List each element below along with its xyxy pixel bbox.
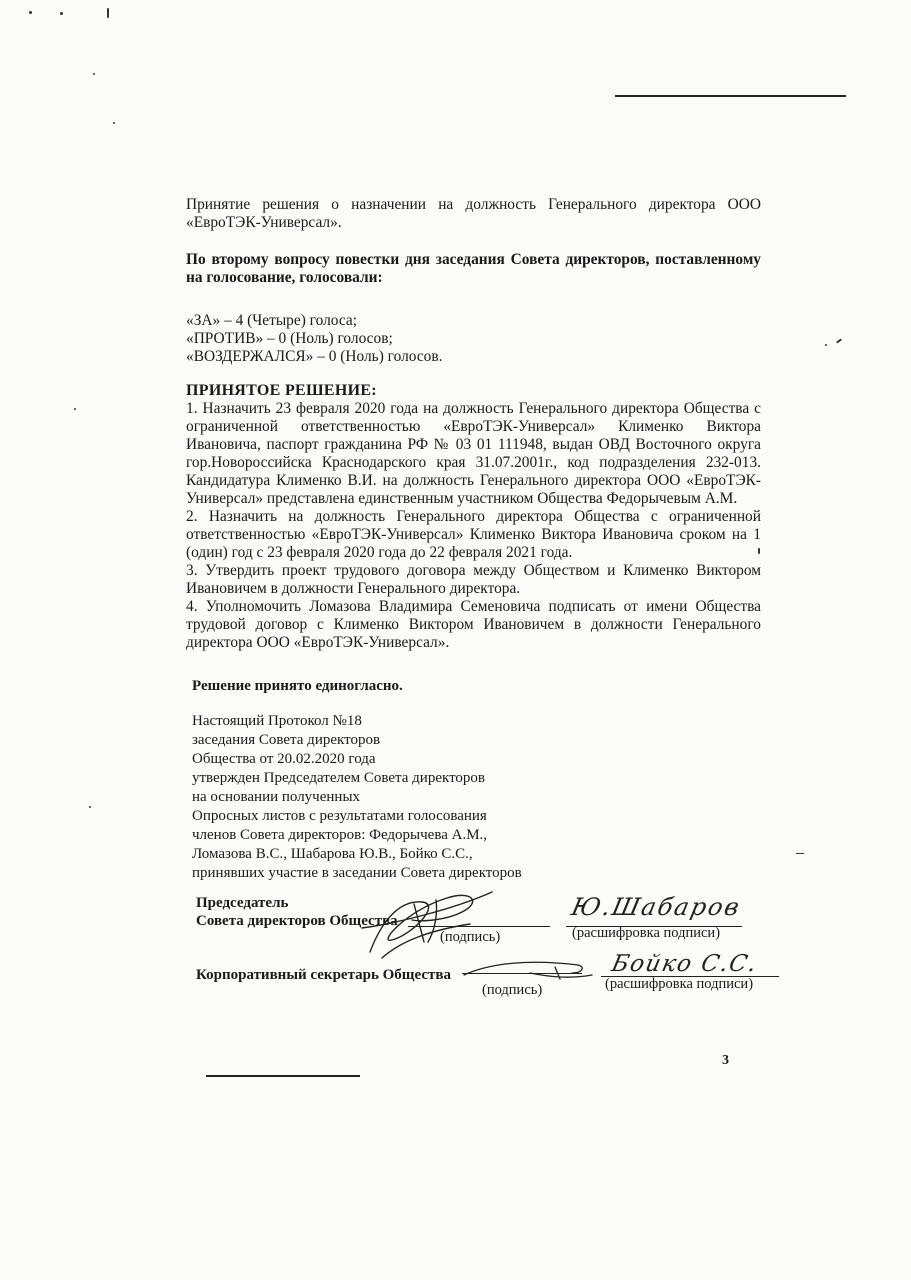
second-question-heading xyxy=(186,251,761,287)
scan-speck xyxy=(113,122,115,124)
approval-line-5: на основании полученных xyxy=(192,789,361,805)
decision-item-1: 1. Назначить 23 февраля 2020 года на должность Генерального директора Общества с ограниченной ответственностью «ЕвроТЭК-Универсал» Клименко Виктора Ивановича, паспорт гражданина РФ № 03 01 111948, выдан ОВД Восточного округа гор.Новороссийска Краснодарского края 31.07.2001г., код подразделения 232-013. Кандидатура Клименко В.И. на должность Генерального директора ООО «ЕвроТЭК-Универсал» представлена единственным участником Общества Федорычевым А.М. xyxy=(186,400,761,507)
chairman-label-line2: Совета директоров Общества xyxy=(196,913,398,929)
decision-item-4: 4. Уполномочить Ломазова Владимира Семеновича подписать от имени Общества трудовой договор с Клименко Виктором Ивановичем в должности Генерального директора ООО «ЕвроТЭК-Универсал». xyxy=(186,598,761,651)
scan-speck xyxy=(93,73,95,75)
approval-line-9: принявших участие в заседании Совета директоров xyxy=(192,865,522,881)
scan-speck xyxy=(89,806,91,808)
approval-line-6: Опросных листов с результатами голосования xyxy=(192,808,487,824)
decision-heading: ПРИНЯТОЕ РЕШЕНИЕ: xyxy=(186,382,377,399)
chairman-signature-scribble xyxy=(352,880,502,965)
vote-for: «ЗА» – 4 (Четыре) голоса; xyxy=(186,312,357,329)
second-question-text: По второму вопросу повестки дня заседания Совета директоров, поставленному на голосование, голосовали: xyxy=(186,251,761,286)
approval-line-7: членов Совета директоров: Федорычева А.М., xyxy=(192,827,488,843)
secretary-label: Корпоративный секретарь Общества xyxy=(196,967,451,983)
top-rule xyxy=(615,95,846,97)
chairman-label-line1: Председатель xyxy=(196,895,289,911)
vote-against: «ПРОТИВ» – 0 (Ноль) голосов; xyxy=(186,330,393,347)
intro-paragraph xyxy=(186,196,761,232)
approval-line-3: Общества от 20.02.2020 года xyxy=(192,751,376,767)
decision-block xyxy=(186,382,761,652)
chairman-handwritten-name: Ю.Шабаров xyxy=(569,893,744,921)
approval-block xyxy=(192,712,522,883)
decision-item-3: 3. Утвердить проект трудового договора между Обществом и Клименко Виктором Ивановичем в должности Генерального директора. xyxy=(186,562,761,597)
scan-speck xyxy=(796,853,804,854)
approval-line-8: Ломазова В.С., Шабарова Ю.В., Бойко С.С., xyxy=(192,846,473,862)
chairman-sign-caption: (подпись) xyxy=(440,929,501,945)
secretary-decode-caption: (расшифровка подписи) xyxy=(605,976,754,992)
scan-speck xyxy=(836,338,842,343)
scan-speck xyxy=(107,8,109,18)
scan-speck xyxy=(29,11,32,14)
vote-abstain: «ВОЗДЕРЖАЛСЯ» – 0 (Ноль) голосов. xyxy=(186,348,443,365)
intro-text: Принятие решения о назначении на должность Генерального директора ООО «ЕвроТЭК-Универсал». xyxy=(186,196,761,231)
chairman-decode-caption: (расшифровка подписи) xyxy=(572,925,721,941)
unanimous-text: Решение принято единогласно. xyxy=(192,678,403,694)
scan-speck xyxy=(74,408,76,410)
decision-item-2: 2. Назначить на должность Генерального директора Общества с ограниченной ответственностью «ЕвроТЭК-Универсал» Клименко Виктора Ивановича сроком на 1 (один) год с 23 февраля 2020 года до 22 февраля 2021 года. xyxy=(186,508,761,561)
page-number: 3 xyxy=(722,1053,729,1068)
scan-speck xyxy=(825,344,827,346)
votes-block xyxy=(186,312,761,366)
approval-line-2: заседания Совета директоров xyxy=(192,732,381,748)
scan-speck xyxy=(60,12,63,15)
approval-line-1: Настоящий Протокол №18 xyxy=(192,713,362,729)
secretary-handwritten-name: Бойко С.С. xyxy=(609,951,761,977)
secretary-sign-caption: (подпись) xyxy=(482,982,543,998)
approval-line-4: утвержден Председателем Совета директоров xyxy=(192,770,486,786)
secretary-signature-scribble xyxy=(460,955,600,985)
bottom-rule xyxy=(206,1075,360,1077)
scan-speck xyxy=(758,548,760,554)
